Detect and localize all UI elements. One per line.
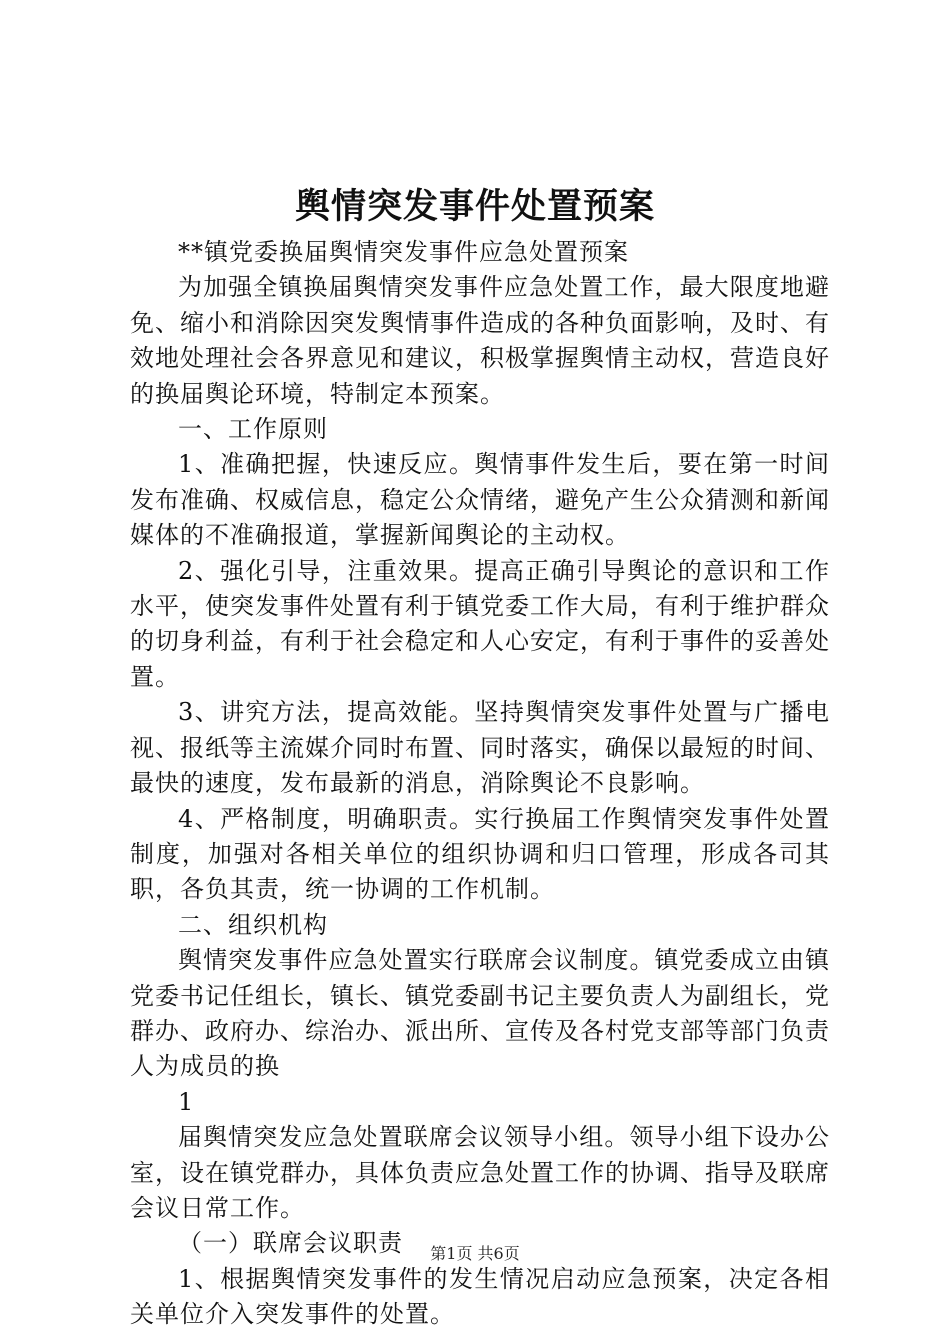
duty-paragraph: 1、根据舆情突发事件的发生情况启动应急预案，决定各相关单位介入突发事件的处置。 [130, 1264, 830, 1329]
page-footer: 第1页 共6页 [430, 1244, 520, 1263]
document-title: 舆情突发事件处置预案 [294, 186, 655, 227]
organization-paragraph: 舆情突发事件应急处置实行联席会议制度。镇党委成立由镇党委书记任组长，镇长、镇党委副书记主要负责人为副组长，党群办、政府办、综治办、派出所、宣传及各村党支部等部门负责人为成员的换 [130, 946, 830, 1081]
subsection-heading: （一）联席会议职责 [178, 1229, 403, 1258]
principle-paragraph: 3、讲究方法，提高效能。坚持舆情突发事件处置与广播电视、报纸等主流媒介同时布置、同时落实，确保以最短的时间、最快的速度，发布最新的消息，消除舆论不良影响。 [130, 698, 830, 798]
section-heading: 一、工作原则 [178, 415, 328, 444]
intro-paragraph: 为加强全镇换届舆情突发事件应急处置工作，最大限度地避免、缩小和消除因突发舆情事件造成的各种负面影响，及时、有效地处理社会各界意见和建议，积极掌握舆情主动权，营造良好的换届舆论环境，特制定本预案。 [130, 273, 830, 408]
principle-paragraph: 2、强化引导，注重效果。提高正确引导舆论的意识和工作水平，使突发事件处置有利于镇党委工作大局，有利于维护群众的切身利益，有利于社会稳定和人心安定，有利于事件的妥善处置。 [130, 556, 830, 691]
section-heading: 二、组织机构 [178, 910, 328, 939]
organization-paragraph-continued: 届舆情突发应急处置联席会议领导小组。领导小组下设办公室，设在镇党群办，具体负责应急处置工作的协调、指导及联席会议日常工作。 [130, 1123, 830, 1222]
subtitle-paragraph: **镇党委换届舆情突发事件应急处置预案 [178, 238, 629, 266]
inline-page-number: 1 [178, 1087, 195, 1116]
document-body [130, 235, 830, 1333]
principle-paragraph: 1、准确把握，快速反应。舆情事件发生后，要在第一时间发布准确、权威信息，稳定公众情绪，避免产生公众猜测和新闻媒体的不准确报道，掌握新闻舆论的主动权。 [130, 450, 830, 550]
principle-paragraph: 4、严格制度，明确职责。实行换届工作舆情突发事件处置制度，加强对各相关单位的组织协调和归口管理，形成各司其职，各负其责，统一协调的工作机制。 [130, 804, 830, 904]
